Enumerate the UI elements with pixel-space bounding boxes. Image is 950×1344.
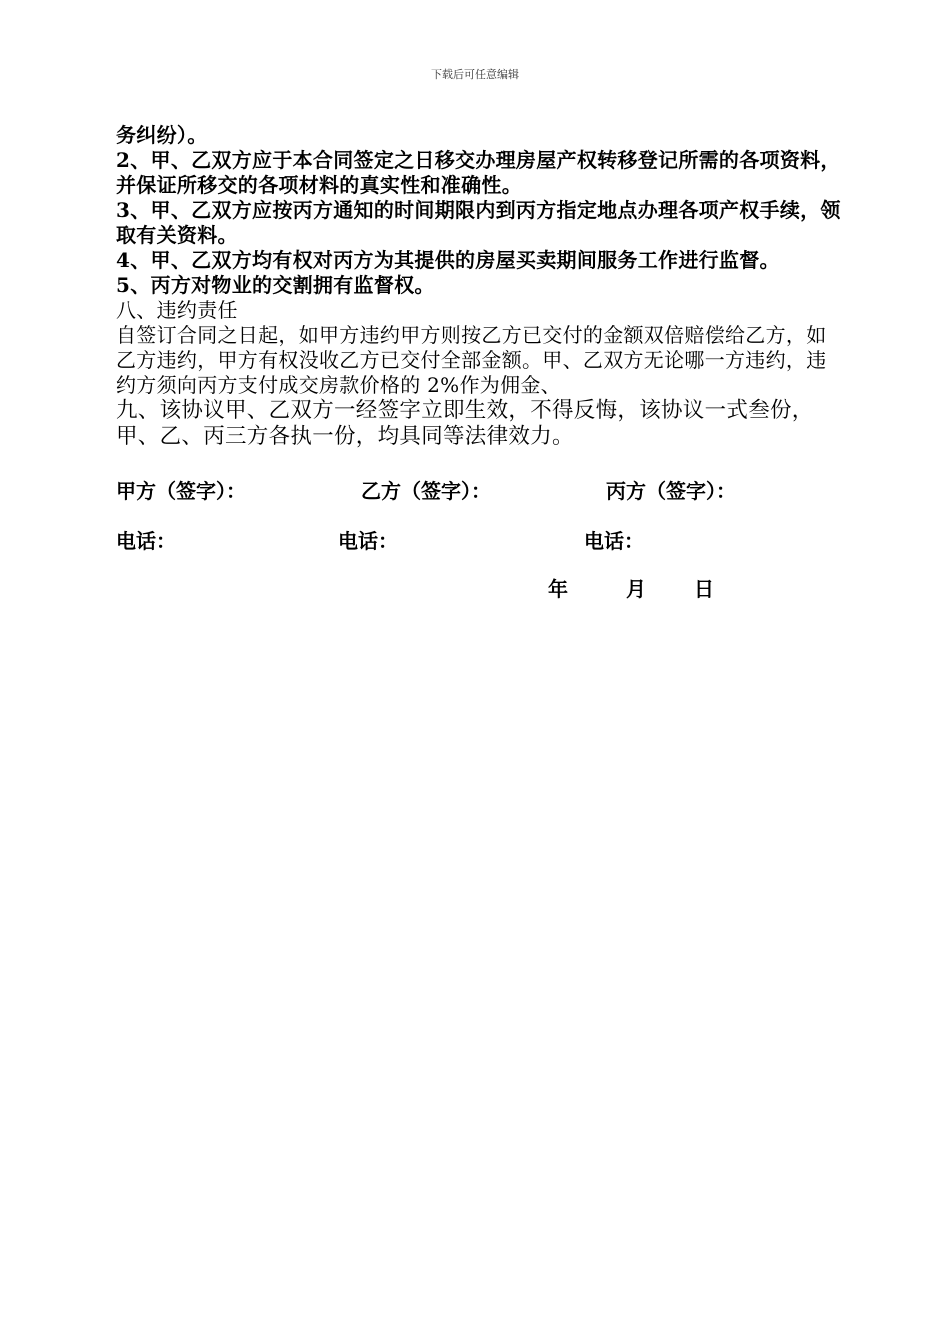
party-b-signature-label: 乙方（签字）： xyxy=(361,479,491,503)
date-day-label: 日 xyxy=(694,577,714,601)
header-note: 下载后可任意编辑 xyxy=(431,68,519,81)
paragraph-item-3: 3、甲、乙双方应按丙方通知的时间期限内到丙方指定地点办理各项产权手续，领取有关资料。 xyxy=(116,198,841,247)
party-c-phone-label: 电话： xyxy=(584,529,644,553)
section-9-text: 九、该协议甲、乙双方一经签字立即生效，不得反悔，该协议一式叁份，甲、乙、丙三方各执一份，均具同等法律效力。 xyxy=(116,398,814,449)
paragraph-item-4: 4、甲、乙双方均有权对丙方为其提供的房屋买卖期间服务工作进行监督。 xyxy=(116,248,780,272)
contract-body xyxy=(116,123,841,450)
section-8-text: 自签订合同之日起，如甲方违约甲方则按乙方已交付的金额双倍赔偿给乙方，如乙方违约，甲方有权没收乙方已交付全部金额。甲、乙双方无论哪一方违约，违约方须向丙方支付成交房款价格的 2%作为佣金、 xyxy=(116,323,827,397)
paragraph-continuation: 务纠纷）。 xyxy=(116,123,208,147)
party-a-phone-label: 电话： xyxy=(116,529,176,553)
section-8-title: 八、违约责任 xyxy=(116,298,238,322)
party-a-signature-label: 甲方（签字）： xyxy=(116,479,246,503)
paragraph-item-2: 2、甲、乙双方应于本合同签定之日移交办理房屋产权转移登记所需的各项资料，并保证所移交的各项材料的真实性和准确性。 xyxy=(116,148,841,197)
date-year-label: 年 xyxy=(548,577,568,601)
party-c-signature-label: 丙方（签字）： xyxy=(606,479,736,503)
date-month-label: 月 xyxy=(626,577,646,601)
paragraph-item-5: 5、丙方对物业的交割拥有监督权。 xyxy=(116,273,435,297)
party-b-phone-label: 电话： xyxy=(338,529,398,553)
